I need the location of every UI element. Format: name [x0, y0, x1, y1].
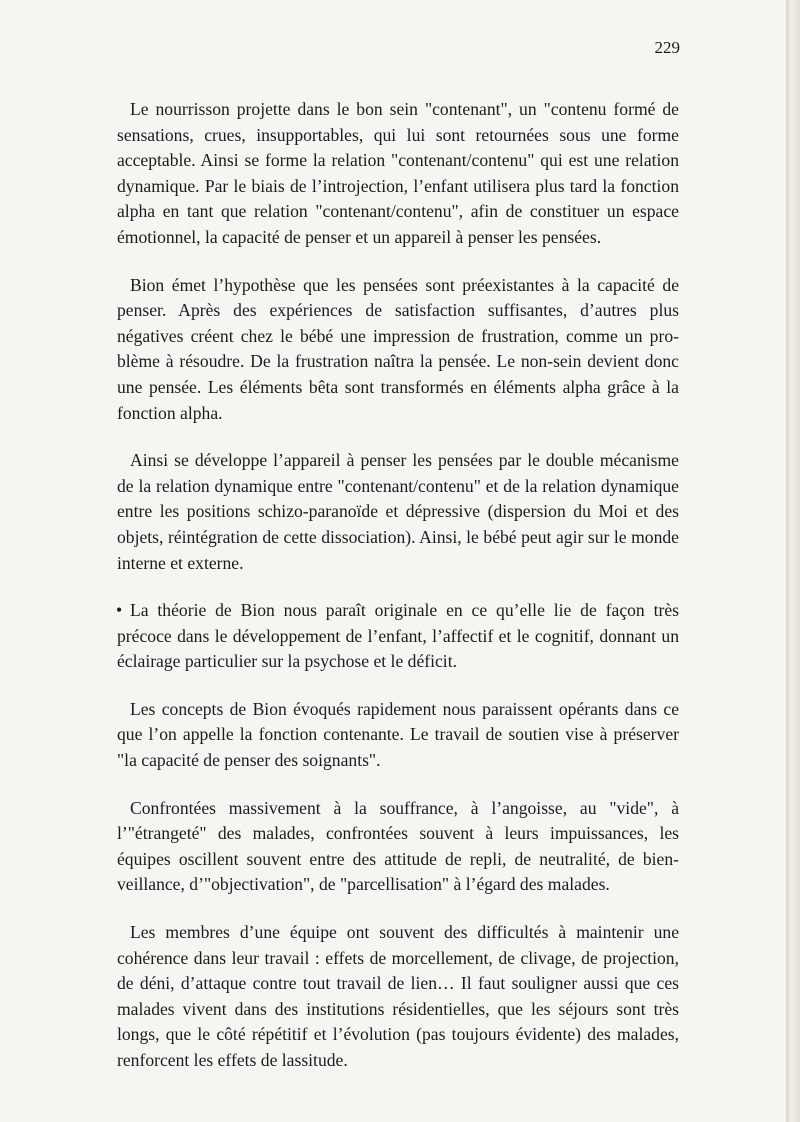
paragraph-5: Les concepts de Bion évoqués rapidement nous paraissent opérants dans ce que l’on appelle la fonction contenante. Le travail de soutien vise à préserver "la capacité de penser des soignants".	[117, 698, 679, 771]
paragraph-7: Les membres d’une équipe ont souvent des difficultés à maintenir une cohérence dans leur travail : effets de morcellement, de clivage, de projection, de déni, d’attaque contre tout travail de lien… Il faut souligner aussi que ces malades vivent dans des institutions résidentielles, que les séjours sont très longs, que le côté répétitif et l’évolution (pas toujours évidente) des malades, renforcent les effets de lassitude.	[117, 922, 679, 1070]
body-text	[117, 97, 679, 1096]
paragraph-3: Ainsi se développe l’appareil à penser les pensées par le double mécanisme de la relation dynamique entre "contenant/contenu" et de la relation dynamique entre les positions schizo-paranoïde et dépressive (dispersion du Moi et des objets, réintégration de cette dissociation). Ainsi, le bébé peut agir sur le monde interne et externe.	[117, 450, 679, 573]
paragraph-2: Bion émet l’hypothèse que les pensées sont préexistantes à la capacité de penser. Après des expériences de satisfaction suffisantes, d’autres plus négatives créent chez le bébé une impression de frustration, comme un problème à résoudre. De la frustration naîtra la pensée. Le non-sein devient donc une pensée. Les éléments bêta sont transformés en éléments alpha grâce à la fonction alpha.	[117, 274, 679, 423]
paragraph-4: • La théorie de Bion nous paraît originale en ce qu’elle lie de façon très précoce dans le développement de l’enfant, l’affectif et le cognitif, donnant un éclairage particulier sur la psychose et le déficit.	[116, 600, 679, 672]
page-number: 229	[654, 38, 680, 57]
paragraph-1: Le nourrisson projette dans le bon sein "contenant", un "contenu formé de sensations, crues, insupportables, qui lui sont retournées sous une forme acceptable. Ainsi se forme la relation "contenant/contenu" qui est une relation dynamique. Par le biais de l’introjection, l’enfant utilisera plus tard la fonction alpha en tant que relation "contenant/contenu", afin de constituer un espace émotionnel, la capacité de penser et un appareil à penser les pensées.	[117, 99, 679, 247]
paragraph-4-text: La théorie de Bion nous paraît originale en ce qu’elle lie de façon très précoce dans le développement de l’enfant, l’affectif et le cognitif, donnant un éclairage particulier sur la psychose et le déficit.	[117, 600, 679, 672]
page-edge	[786, 0, 800, 1122]
paragraph-6: Confrontées massivement à la souffrance, à l’angoisse, au "vide", à l’"étrangeté" des malades, confrontées souvent à leurs impuissances, les équipes oscillent souvent entre des attitude de repli, de neutralité, de bienveillance, d’"objectivation", de "parcellisation" à l’égard des malades.	[117, 797, 679, 895]
